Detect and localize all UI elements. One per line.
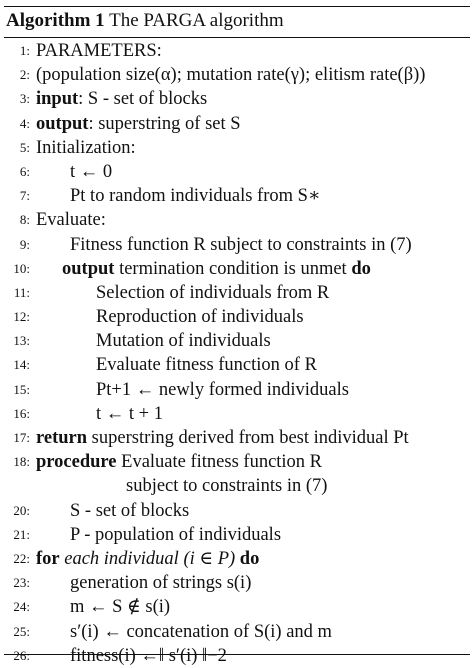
line-16: 16: t ← t + 1 <box>13 403 163 424</box>
line-12: 12: Reproduction of individuals <box>13 307 304 328</box>
algorithm-lines <box>4 39 470 668</box>
caption-rule <box>4 37 470 38</box>
line-10: 10: output termination condition is unmet do <box>13 258 371 279</box>
line-15: 15: Pt+1 ← newly formed individuals <box>13 379 349 400</box>
line-2: 2: (population size(α); mutation rate(γ); elitism rate(β)) <box>19 65 426 86</box>
line-17: 17: return superstring derived from best individual Pt <box>13 428 409 448</box>
line-21: 21: P - population of individuals <box>13 524 282 545</box>
line-25: 25: s′(i) ← concatenation of S(i) and m <box>13 621 332 642</box>
line-11: 11: Selection of individuals from R <box>13 282 330 303</box>
caption-label: Algorithm 1 <box>6 10 105 31</box>
line-24: 24: m ← S ∉ s(i) <box>13 597 171 618</box>
line-26: 26: fitness(i) ←‖ s′(i) ‖−2 <box>13 645 227 666</box>
line-13: 13: Mutation of individuals <box>13 331 271 352</box>
line-22: 22: for each individual (i ∈ P) do <box>13 548 260 569</box>
line-18: 18: procedure Evaluate fitness function R <box>13 452 323 473</box>
line-20: 20: S - set of blocks <box>13 500 190 521</box>
line-7: 7: Pt to random individuals from S∗ <box>19 186 321 207</box>
line-23: 23: generation of strings s(i) <box>13 573 252 594</box>
line-6: 6: t ← 0 <box>19 161 113 182</box>
bottom-rule <box>4 654 470 655</box>
line-3: 3: input: S - set of blocks <box>19 89 208 110</box>
algorithm-block <box>4 6 470 668</box>
line-18-continued: subject to constraints in (7) <box>126 476 328 497</box>
line-1: 1: PARAMETERS: <box>19 41 162 61</box>
line-9: 9: Fitness function R subject to constraints in (7) <box>19 234 412 255</box>
algorithm-caption <box>4 7 470 33</box>
line-14: 14: Evaluate fitness function of R <box>13 355 317 376</box>
line-4: 4: output: superstring of set S <box>19 113 241 134</box>
caption-title: The PARGA algorithm <box>109 10 284 31</box>
line-5: 5: Initialization: <box>19 137 136 158</box>
line-8: 8: Evaluate: <box>19 210 106 231</box>
